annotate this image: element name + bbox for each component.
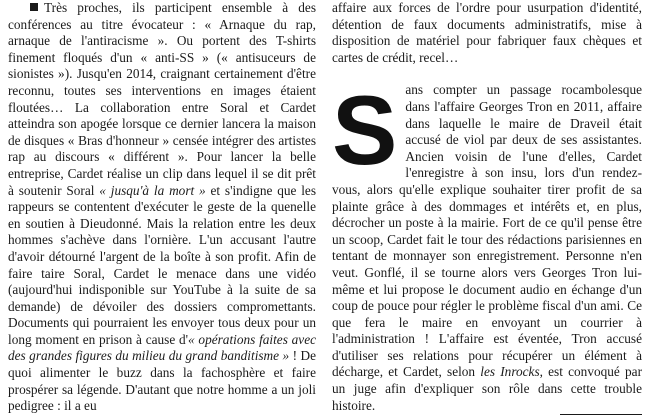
- drop-cap: S: [332, 75, 398, 186]
- quote-italic: « opérations faites avec des grandes figures du milieu du grand banditisme »: [8, 331, 316, 364]
- quote-italic: « jusqu'à la mort »: [99, 182, 206, 198]
- paragraph: affaire aux forces de l'ordre pour usurpation d'identité, détention de faux documents administratifs, mise à disposition de matériel pour fabriquer faux chèques et cartes de crédit, recel…: [332, 0, 642, 65]
- article-column-left: [8, 0, 316, 415]
- paragraph: [332, 75, 642, 414]
- section-divider: [560, 414, 642, 418]
- text-run: ans compter un passage rocambolesque dans l'affaire Georges Tron en 2011, affaire dans laquelle le maire de Draveil était accusé de viol par deux de ses assistantes. Ancien voisin de l'une d'elles, Cardet l'enregistre à son insu, lors d'un rendez-vous, alors qu'elle explique souhaiter tirer profit de sa plainte grâce à des dommages et intérêts et, en plus, décrocher un poste à la mairie. Fort de ce qu'il pense être un scoop, Cardet fait le tour des rédactions parisiennes en tentant de monnayer son enregistrement. Personne n'en veut. Gonflé, il se tourne alors vers Georges Tron lui-même et lui propose le document audio en échange d'un coup de pouce pour régler le problème fiscal d'un ami. Ce que fera le maire en envoyant un courrier à l'administration ! L'affaire est éventée, Tron accusé d'utiliser ses relations pour récupérer un élément à décharge, et Cardet, selon: [332, 82, 642, 380]
- article-column-right: [332, 0, 642, 414]
- bullet-square-icon: [30, 3, 38, 11]
- text-run: Très proches, ils participent ensemble à des conférences au titre évocateur : « Arnaque du rap, arnaque de l'antiracisme ». Ou portent des T-shirts finement floqués d'un « anti-SS » (« antisuceurs de sionistes »). Jusqu'en 2014, craignant certainement d'être reconnu, toutes ses interventions en images étaient floutées… La collaboration entre Soral et Cardet atteindra son apogée lorsque ce dernier lancera la maison de disques « Bras d'honneur » censée intégrer des artistes rap au discours « différent ». Pour lancer la belle entreprise, Cardet réalise un clip dans lequel il se dit prêt à soutenir Soral: [8, 0, 316, 198]
- paragraph: [8, 0, 316, 415]
- publication-italic: les Inrocks: [480, 364, 540, 380]
- text-run: ! De quoi alimenter le buzz dans la fachosphère et faire prospérer sa légende. D'autant que notre homme a un joli pedigree : il a eu: [8, 348, 316, 414]
- text-run: , est convoqué par un juge afin d'expliquer son rôle dans cette trouble histoire.: [332, 364, 642, 413]
- text-run: et s'indigne que les rappeurs se contentent d'exécuter le geste de la quenelle en soutien à Dieudonné. Mais la relation entre les deux hommes s'achève dans l'ornière. L'un accusant l'autre d'avoir détourné l'argent de la boîte à son profit. Afin de faire taire Soral, Cardet le menace dans une vidéo (aujourd'hui indisponible sur YouTube à la suite de sa demande) de dévoiler des dossiers compromettants. Documents qui pourraient les envoyer tous deux pour un long moment en prison à cause d': [8, 182, 316, 347]
